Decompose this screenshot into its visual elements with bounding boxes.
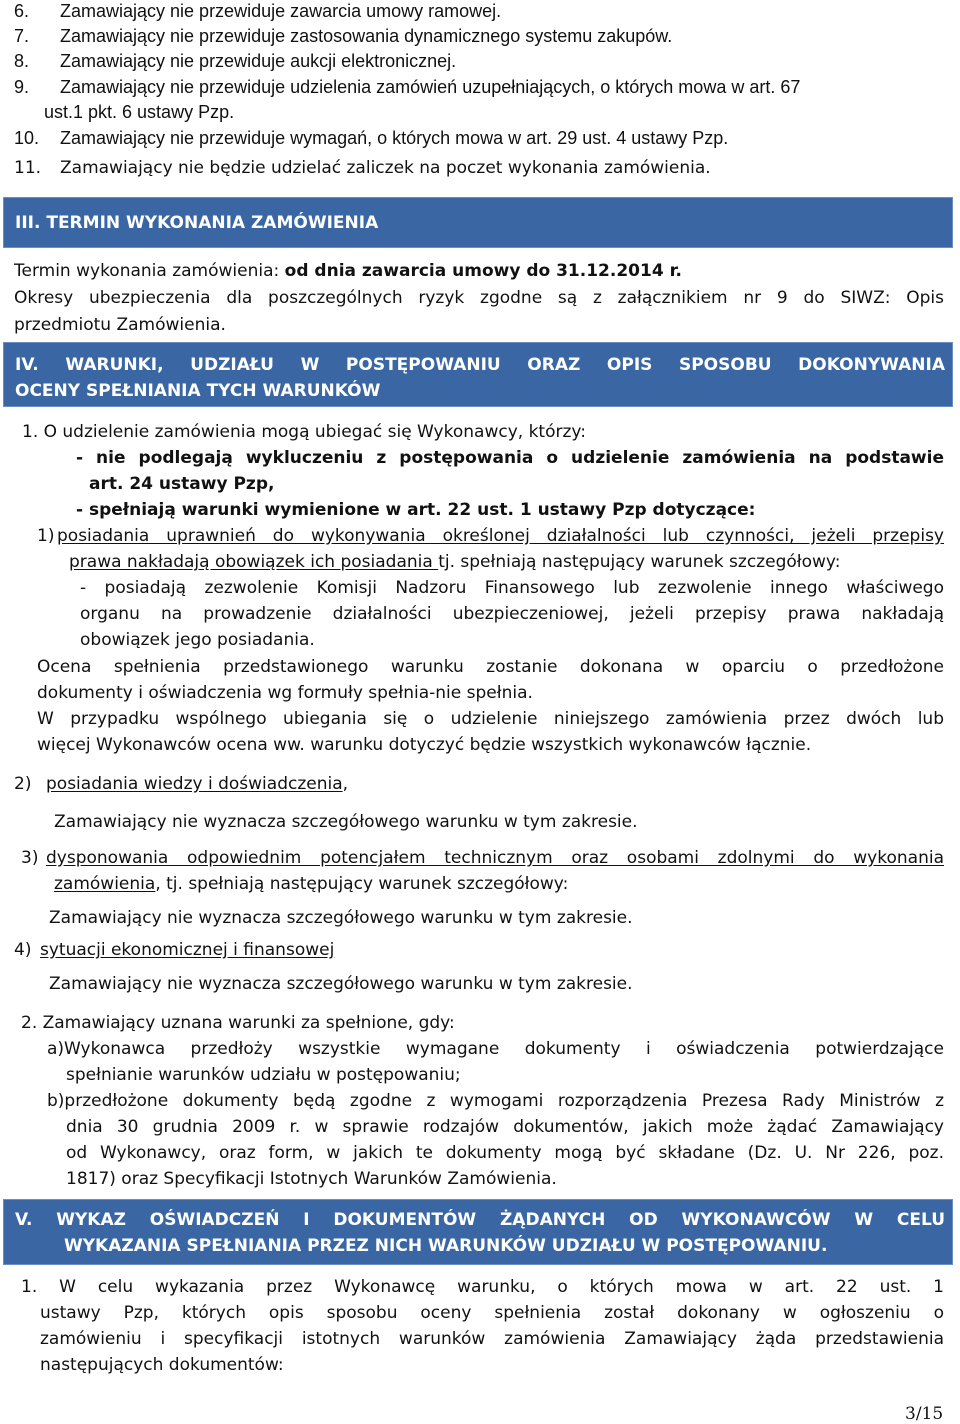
okresy-line-2: przedmiotu Zamówienia. [14,315,226,335]
condition-2-text: Zamawiający nie wyznacza szczegółowego warunku w tym zakresie. [54,812,638,832]
s5-p1-line-2: ustawy Pzp, których opis sposobu oceny spełnienia został dokonany w ogłoszeniu o [40,1303,944,1323]
p1-bullet-1: - nie podlegają wykluczeniu z postępowania o udzielenie zamówienia na podstawie [76,448,944,468]
ocena-line-2: dokumenty i oświadczenia wg formuły spełnia-nie spełnia. [37,683,533,703]
p2-a-line-1: a)Wykonawca przedłoży wszystkie wymagane dokumenty i oświadczenia potwierdzające [47,1039,944,1059]
okresy-line-1: Okresy ubezpieczenia dla poszczególnych ryzyk zgodne są z załącznikiem nr 9 do SIWZ: Opis [14,288,944,308]
p1-bullet-2: - spełniają warunki wymienione w art. 22 ust. 1 ustawy Pzp dotyczące: [76,500,756,520]
condition-1-title: posiadania uprawnień do wykonywania określonej działalności lub czynności, jeżeli przepisy [57,526,944,546]
condition-4-text: Zamawiający nie wyznacza szczegółowego warunku w tym zakresie. [49,974,633,994]
condition-2-title: posiadania wiedzy i doświadczenia [46,774,343,794]
wspolne-line-2: więcej Wykonawców ocena ww. warunku dotyczyć będzie wszystkich wykonawców łącznie. [37,735,812,755]
condition-3-num: 3) [21,848,39,868]
section-3-heading: III. TERMIN WYKONANIA ZAMÓWIENIA [3,197,953,248]
p2-intro: 2. Zamawiający uznana warunki za spełnione, gdy: [21,1013,455,1033]
p2-b-line-1: b)przedłożone dokumenty będą zgodne z wymogami rozporządzenia Prezesa Rady Ministrów z [47,1091,944,1111]
condition-1-detail-2: organu na prowadzenie działalności ubezpieczeniowej, jeżeli przepisy prawa nakładają [80,604,944,624]
condition-4-title: sytuacji ekonomicznej i finansowej [40,940,335,960]
termin-line: Termin wykonania zamówienia: od dnia zawarcia umowy do 31.12.2014 r. [14,261,682,281]
p2-b-line-2: dnia 30 grudnia 2009 r. w sprawie rodzajów dokumentów, jakich może żądać Zamawiający [66,1117,944,1137]
list-item-7: 7. Zamawiający nie przewiduje zastosowania dynamicznego systemu zakupów. [14,26,673,46]
list-item-11: 11. Zamawiający nie będzie udzielać zaliczek na poczet wykonania zamówienia. [14,158,711,178]
list-item-9: 9. Zamawiający nie przewiduje udzielenia zamówień uzupełniających, o których mowa w art. 67 [14,77,801,97]
list-item-10: 10. Zamawiający nie przewiduje wymagań, o których mowa w art. 29 ust. 4 ustawy Pzp. [14,128,729,148]
page-number: 3/15 [905,1404,944,1424]
section-4-heading: IV. WARUNKI, UDZIAŁU W POSTĘPOWANIU ORAZ OPIS SPOSOBU DOKONYWANIA OCENY SPEŁNIANIA TYCH WARUNKÓW [3,342,953,407]
termin-value: od dnia zawarcia umowy do 31.12.2014 r. [284,261,682,281]
p1-intro: 1. O udzielenie zamówienia mogą ubiegać się Wykonawcy, którzy: [22,422,586,442]
s5-p1-line-3: zamówieniu i specyfikacji istotnych warunków zamówienia Zamawiający żąda przedstawienia [40,1329,944,1349]
condition-3-title-cont: zamówienia, tj. spełniają następujący warunek szczegółowy: [54,874,569,894]
p2-b-line-3: od Wykonawcy, oraz form, w jakich te dokumenty mogą być składane (Dz. U. Nr 226, poz. [66,1143,944,1163]
condition-1-num: 1) [37,526,55,546]
p2-b-line-4: 1817) oraz Specyfikacji Istotnych Warunków Zamówienia. [66,1169,557,1189]
condition-2: 2) posiadania wiedzy i doświadczenia, [14,774,349,794]
condition-1-detail-1: - posiadają zezwolenie Komisji Nadzoru Finansowego lub zezwolenie innego właściwego [80,578,944,598]
condition-4: 4) sytuacji ekonomicznej i finansowej [14,940,335,960]
list-item-6: 6. Zamawiający nie przewiduje zawarcia umowy ramowej. [14,1,502,21]
list-item-8: 8. Zamawiający nie przewiduje aukcji elektronicznej. [14,51,457,71]
p1-bullet-1-cont: art. 24 ustawy Pzp, [89,474,275,494]
ocena-line-1: Ocena spełnienia przedstawionego warunku zostanie dokonana w oparciu o przedłożone [37,657,944,677]
s5-p1-line-1: 1. W celu wykazania przez Wykonawcę warunku, o których mowa w art. 22 ust. 1 [21,1277,944,1297]
s5-p1-line-4: następujących dokumentów: [40,1355,284,1375]
condition-3-title: dysponowania odpowiednim potencjałem technicznym oraz osobami zdolnymi do wykonania [46,848,944,868]
condition-1-detail-3: obowiązek jego posiadania. [80,630,315,650]
list-item-9-cont: ust.1 pkt. 6 ustawy Pzp. [44,102,235,122]
condition-3-text: Zamawiający nie wyznacza szczegółowego warunku w tym zakresie. [49,908,633,928]
p2-a-line-2: spełnianie warunków udziału w postępowaniu; [66,1065,461,1085]
wspolne-line-1: W przypadku wspólnego ubiegania się o udzielenie niniejszego zamówienia przez dwóch lub [37,709,944,729]
condition-1-title-cont: prawa nakładają obowiązek ich posiadania tj. spełniają następujący warunek szczegółowy: [69,552,841,572]
section-5-heading: V. WYKAZ OŚWIADCZEŃ I DOKUMENTÓW ŻĄDANYCH OD WYKONAWCÓW W CELU WYKAZANIA SPEŁNIANIA PRZEZ NICH WARUNKÓW UDZIAŁU W POSTĘPOWANIU. [3,1199,953,1265]
